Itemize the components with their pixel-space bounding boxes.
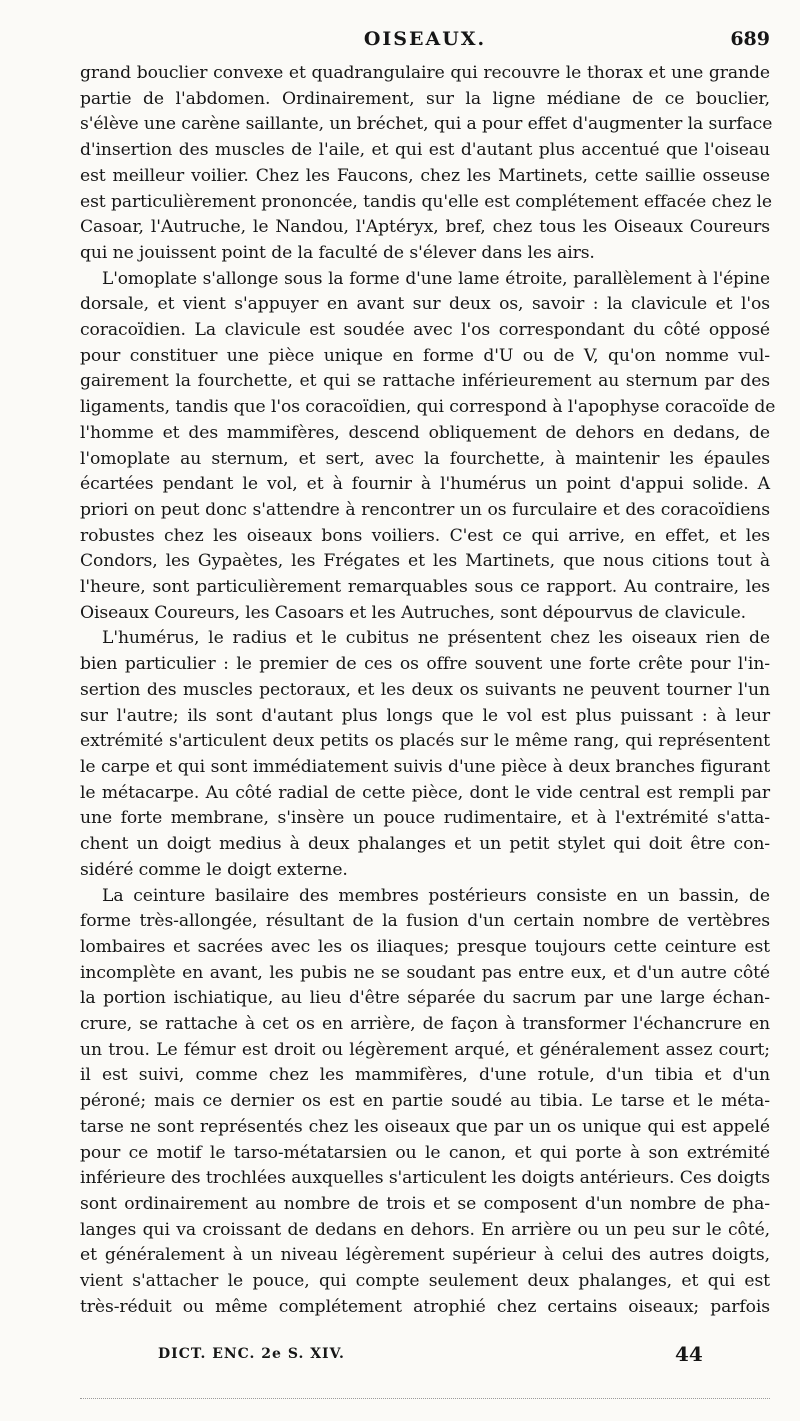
text-line: La ceinture basilaire des membres postérieurs consiste en un bassin, de bbox=[102, 885, 770, 906]
text-line: coracoïdien. La clavicule est soudée avec l'os correspondant du côté opposé bbox=[80, 320, 770, 341]
text-line: pour ce motif le tarso-métatarsien ou le canon, et qui porte à son extrémité bbox=[80, 1142, 770, 1163]
text-line: s'élève une carène saillante, un bréchet, qui a pour effet d'augmenter la surface bbox=[80, 114, 773, 135]
text-line: tarse ne sont représentés chez les oiseaux que par un os unique qui est appelé bbox=[80, 1116, 770, 1137]
text-line: gairement la fourchette, et qui se rattache inférieurement au sternum par des bbox=[80, 371, 770, 392]
text-line: inférieure des trochlées auxquelles s'articulent les doigts antérieurs. Ces doigts bbox=[80, 1168, 770, 1189]
text-line: robustes chez les oiseaux bons voiliers. C'est ce qui arrive, en effet, et les bbox=[80, 525, 770, 546]
text-line: sur l'autre; ils sont d'autant plus longs que le vol est plus puissant : à leur bbox=[80, 705, 770, 726]
text-line: lombaires et sacrées avec les os iliaques; presque toujours cette ceinture est bbox=[80, 936, 770, 957]
text-line: il est suivi, comme chez les mammifères, d'une rotule, d'un tibia et d'un bbox=[80, 1065, 770, 1086]
text-line: L'omoplate s'allonge sous la forme d'une lame étroite, parallèlement à l'épine bbox=[102, 268, 770, 289]
text-line: Condors, les Gypaètes, les Frégates et les Martinets, que nous citions tout à bbox=[80, 551, 770, 572]
text-line: l'omoplate au sternum, et sert, avec la fourchette, à maintenir les épaules bbox=[80, 448, 770, 469]
text-line: l'homme et des mammifères, descend obliquement de dehors en dedans, de bbox=[80, 422, 770, 443]
text-line: ligaments, tandis que l'os coracoïdien, qui correspond à l'apophyse coracoïde de bbox=[80, 397, 776, 418]
text-line: extrémité s'articulent deux petits os placés sur le même rang, qui représentent bbox=[80, 731, 770, 752]
text-line: incomplète en avant, les pubis ne se soudant pas entre eux, et d'un autre côté bbox=[80, 962, 770, 983]
text-line: le carpe et qui sont immédiatement suivis d'une pièce à deux branches figurant bbox=[80, 756, 770, 777]
running-title: OISEAUX. bbox=[363, 28, 487, 50]
text-line: d'insertion des muscles de l'aile, et qui est d'autant plus accentué que l'oiseau bbox=[80, 140, 770, 161]
text-line: et généralement à un niveau légèrement supérieur à celui des autres doigts, bbox=[80, 1245, 770, 1266]
text-line: bien particulier : le premier de ces os offre souvent une forte crête pour l'in- bbox=[80, 654, 770, 675]
text-line: pour constituer une pièce unique en forme d'U ou de V, qu'on nomme vul- bbox=[80, 345, 770, 366]
page-footer bbox=[80, 1342, 770, 1372]
text-line: péroné; mais ce dernier os est en partie soudé au tibia. Le tarse et le méta- bbox=[80, 1091, 770, 1112]
sheet-number: 44 bbox=[675, 1342, 703, 1366]
text-line: un trou. Le fémur est droit ou légèrement arqué, et généralement assez court; bbox=[80, 1039, 770, 1060]
text-line: Casoar, l'Autruche, le Nandou, l'Aptéryx, bref, chez tous les Oiseaux Coureurs bbox=[80, 217, 770, 238]
text-line: forme très-allongée, résultant de la fusion d'un certain nombre de vertèbres bbox=[80, 911, 770, 932]
text-line: sertion des muscles pectoraux, et les deux os suivants ne peuvent tourner l'un bbox=[80, 679, 770, 700]
text-line: la portion ischiatique, au lieu d'être séparée du sacrum par une large échan- bbox=[80, 988, 770, 1009]
text-line: sidéré comme le doigt externe. bbox=[80, 859, 348, 880]
text-line: écartées pendant le vol, et à fournir à l'humérus un point d'appui solide. A bbox=[80, 474, 770, 495]
text-line: le métacarpe. Au côté radial de cette pièce, dont le vide central est rempli par bbox=[80, 782, 770, 803]
page-number: 689 bbox=[730, 28, 770, 50]
text-line: sont ordinairement au nombre de trois et se composent d'un nombre de pha- bbox=[80, 1193, 770, 1214]
text-line: grand bouclier convexe et quadrangulaire qui recouvre le thorax et une grande bbox=[80, 63, 770, 83]
text-line: partie de l'abdomen. Ordinairement, sur la ligne médiane de ce bouclier, bbox=[80, 88, 770, 109]
text-line: est particulièrement prononcée, tandis qu'elle est complétement effacée chez le bbox=[80, 191, 772, 212]
text-line: crure, se rattache à cet os en arrière, de façon à transformer l'échancrure en bbox=[80, 1014, 770, 1035]
text-line: l'heure, sont particulièrement remarquables sous ce rapport. Au contraire, les bbox=[80, 577, 770, 598]
text-line: est meilleur voilier. Chez les Faucons, chez les Martinets, cette saillie osseuse bbox=[80, 165, 770, 186]
text-line: vient s'attacher le pouce, qui compte seulement deux phalanges, et qui est bbox=[80, 1271, 770, 1292]
text-line: une forte membrane, s'insère un pouce rudimentaire, et à l'extrémité s'atta- bbox=[80, 808, 770, 829]
text-line: L'humérus, le radius et le cubitus ne présentent chez les oiseaux rien de bbox=[102, 628, 770, 649]
scan-noise-line bbox=[80, 1398, 770, 1401]
text-line: chent un doigt medius à deux phalanges et un petit stylet qui doit être con- bbox=[80, 834, 770, 855]
text-line: langes qui va croissant de dedans en dehors. En arrière ou un peu sur le côté, bbox=[80, 1219, 770, 1240]
running-head bbox=[80, 28, 770, 58]
text-line: qui ne jouissent point de la faculté de s'élever dans les airs. bbox=[80, 242, 595, 263]
text-line: très-réduit ou même complétement atrophié chez certains oiseaux; parfois bbox=[80, 1296, 770, 1317]
body-text bbox=[80, 61, 776, 1320]
printer-signature: DICT. ENC. 2e S. XIV. bbox=[158, 1346, 345, 1362]
text-line: dorsale, et vient s'appuyer en avant sur deux os, savoir : la clavicule et l'os bbox=[80, 294, 770, 315]
text-line: priori on peut donc s'attendre à rencontrer un os furculaire et des coracoïdiens bbox=[80, 499, 770, 520]
text-line: Oiseaux Coureurs, les Casoars et les Autruches, sont dépourvus de clavicule. bbox=[80, 602, 747, 623]
